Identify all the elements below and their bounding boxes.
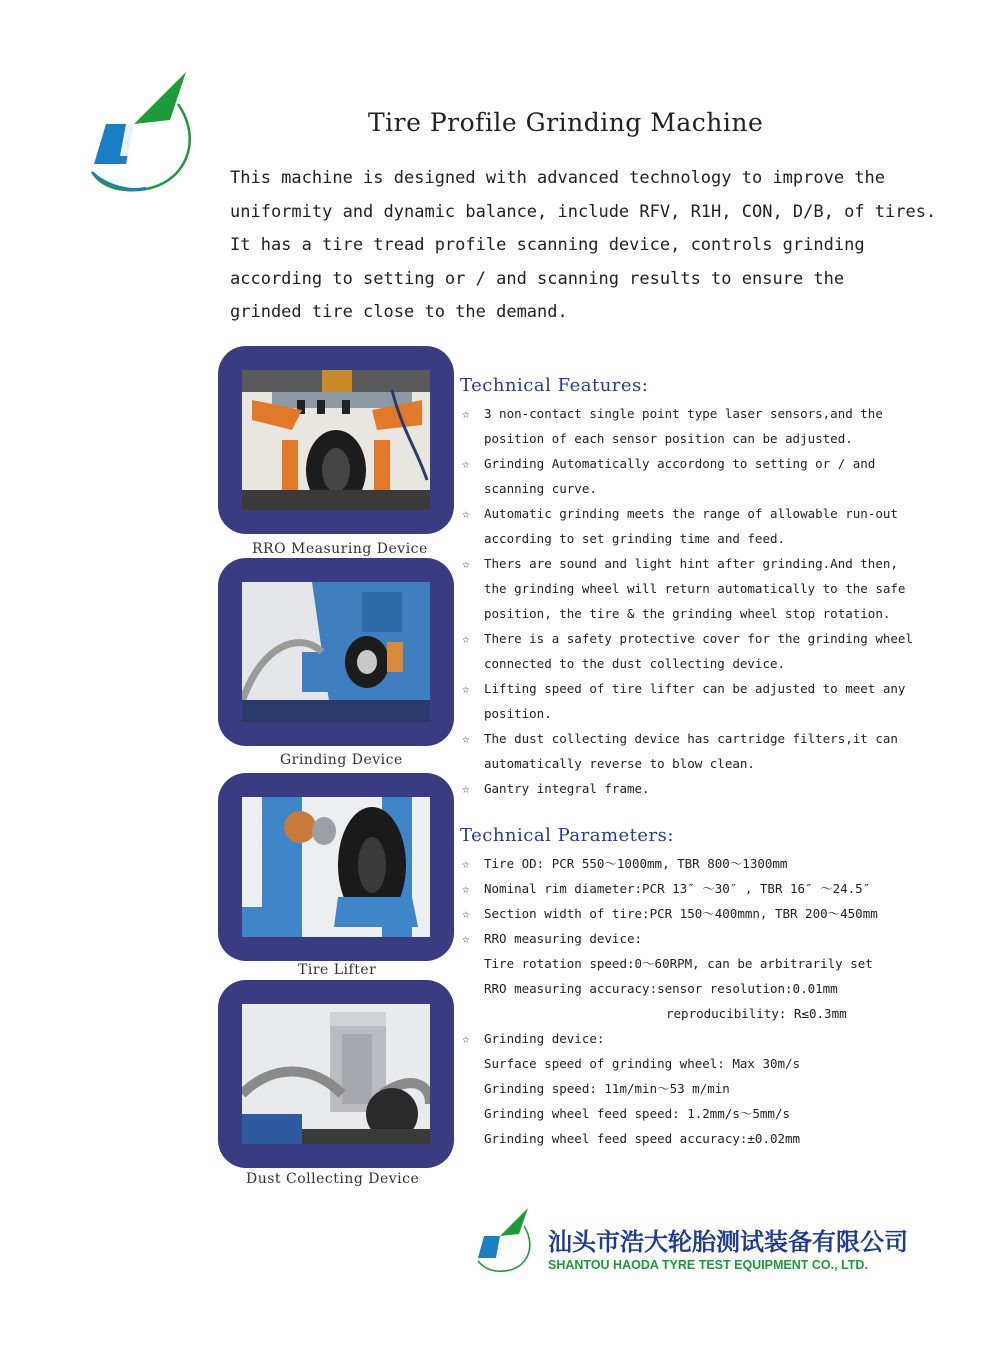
list-item: [462, 501, 962, 526]
list-item-text: Surface speed of grinding wheel: Max 30m/s: [484, 1056, 801, 1071]
star-icon: ☆: [462, 881, 470, 896]
star-icon: ☆: [462, 631, 470, 646]
star-icon: ☆: [462, 506, 470, 521]
list-item-text: Nominal rim diameter:PCR 13″ ～30″ , TBR 16″ ～24.5″: [484, 881, 871, 896]
features-heading: Technical Features:: [460, 375, 649, 396]
list-item-text: Grinding wheel feed speed accuracy:±0.02mm: [484, 1131, 801, 1146]
list-item: [462, 426, 962, 451]
list-item: [462, 601, 962, 626]
list-item-text: Automatic grinding meets the range of allowable run-out: [484, 506, 898, 521]
list-item-text: reproducibility: R≤0.3mm: [666, 1006, 847, 1021]
photo-caption: Tire Lifter: [298, 962, 377, 978]
photo-tire-lifter: [242, 797, 430, 937]
list-item-text: Grinding Automatically accordong to setting or / and: [484, 456, 876, 471]
list-item: [462, 876, 962, 901]
intro-line: uniformity and dynamic balance, include RFV, R1H, CON, D/B, of tires.: [230, 201, 937, 222]
list-item-text: position, the tire & the grinding wheel stop rotation.: [484, 606, 891, 621]
star-icon: ☆: [462, 781, 470, 796]
list-item-text: Section width of tire:PCR 150～400mmn, TBR 200～450mm: [484, 906, 878, 921]
photo-dust-collecting-device: [242, 1004, 430, 1144]
company-logo: [86, 64, 198, 196]
photo-rro-measuring-device: [242, 370, 430, 510]
list-item: [462, 751, 962, 776]
list-item: [462, 476, 962, 501]
list-item: [462, 1051, 962, 1076]
list-item-text: RRO measuring accuracy:sensor resolution:0.01mm: [484, 981, 838, 996]
list-item: [462, 1126, 962, 1151]
list-item: [462, 676, 962, 701]
company-name-cn: 汕头市浩大轮胎测试装备有限公司: [548, 1228, 908, 1256]
photo-caption: Grinding Device: [280, 752, 403, 768]
list-item-text: Gantry integral frame.: [484, 781, 650, 796]
list-item-text: Lifting speed of tire lifter can be adjusted to meet any: [484, 681, 906, 696]
list-item: [462, 401, 962, 426]
list-item: [462, 1001, 962, 1026]
photo-grinding-device: [242, 582, 430, 722]
list-item: [462, 1026, 962, 1051]
star-icon: ☆: [462, 931, 470, 946]
list-item: [462, 901, 962, 926]
list-item-text: Grinding wheel feed speed: 1.2mm/s～5mm/s: [484, 1106, 790, 1121]
star-icon: ☆: [462, 856, 470, 871]
intro-line: It has a tire tread profile scanning device, controls grinding: [230, 235, 865, 255]
company-name-en: SHANTOU HAODA TYRE TEST EQUIPMENT CO., LTD.: [548, 1258, 868, 1272]
list-item-text: 3 non-contact single point type laser sensors,and the: [484, 406, 883, 421]
list-item-text: automatically reverse to blow clean.: [484, 756, 755, 771]
parameters-heading: Technical Parameters:: [460, 825, 674, 846]
list-item: [462, 651, 962, 676]
intro-line: according to setting or / and scanning results to ensure the: [230, 268, 845, 289]
list-item-text: Thers are sound and light hint after grinding.And then,: [484, 556, 898, 571]
company-logo-small: [474, 1204, 534, 1274]
list-item: [462, 626, 962, 651]
photo-caption: Dust Collecting Device: [246, 1171, 420, 1187]
list-item-text: There is a safety protective cover for the grinding wheel: [484, 631, 913, 646]
photo-caption: RRO Measuring Device: [252, 541, 428, 557]
star-icon: ☆: [462, 456, 470, 471]
list-item: [462, 976, 962, 1001]
list-item: [462, 951, 962, 976]
list-item-text: Tire rotation speed:0～60RPM, can be arbitrarily set: [484, 956, 873, 971]
photo-frame-dust: [218, 980, 454, 1168]
intro-paragraph: [230, 162, 937, 330]
star-icon: ☆: [462, 731, 470, 746]
photo-frame-grinding: [218, 558, 454, 746]
list-item: [462, 776, 962, 801]
list-item: [462, 551, 962, 576]
list-item-text: Tire OD: PCR 550～1000mm, TBR 800～1300mm: [484, 856, 788, 871]
star-icon: ☆: [462, 906, 470, 921]
parameters-list: [462, 851, 962, 1151]
list-item-text: RRO measuring device:: [484, 931, 643, 946]
intro-line: This machine is designed with advanced technology to improve the: [230, 168, 886, 188]
list-item-text: the grinding wheel will return automatically to the safe: [484, 581, 906, 596]
list-item: [462, 726, 962, 751]
features-list: [462, 401, 962, 801]
star-icon: ☆: [462, 1031, 470, 1046]
list-item: [462, 576, 962, 601]
list-item: [462, 451, 962, 476]
list-item-text: connected to the dust collecting device.: [484, 656, 786, 671]
list-item: [462, 926, 962, 951]
list-item-text: position of each sensor position can be adjusted.: [484, 431, 853, 446]
list-item-text: Grinding speed: 11m/min～53 m/min: [484, 1081, 730, 1096]
list-item-text: Grinding device:: [484, 1031, 605, 1046]
list-item: [462, 1101, 962, 1126]
list-item-text: according to set grinding time and feed.: [484, 531, 786, 546]
list-item: [462, 701, 962, 726]
photo-frame-rro: [218, 346, 454, 534]
list-item-text: The dust collecting device has cartridge filters,it can: [484, 731, 898, 746]
list-item: [462, 1076, 962, 1101]
photo-frame-lifter: [218, 773, 454, 961]
star-icon: ☆: [462, 556, 470, 571]
list-item: [462, 526, 962, 551]
intro-line: grinded tire close to the demand.: [230, 302, 568, 322]
star-icon: ☆: [462, 406, 470, 421]
list-item: [462, 851, 962, 876]
list-item-text: position.: [484, 706, 552, 721]
list-item-text: scanning curve.: [484, 481, 597, 496]
page-title: Tire Profile Grinding Machine: [368, 108, 764, 137]
star-icon: ☆: [462, 681, 470, 696]
